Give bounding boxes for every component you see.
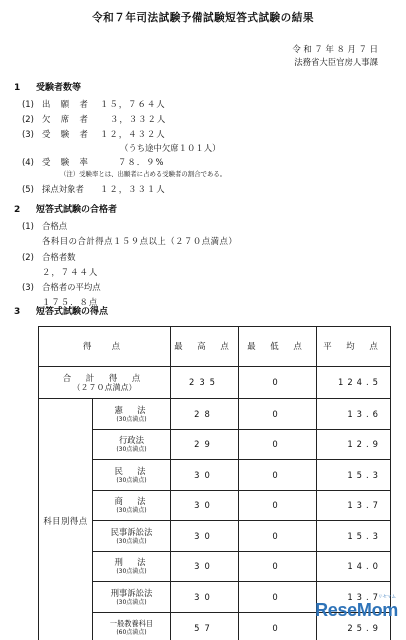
section1-footnote: （注）受験率とは、出願者に占める受験者の割合である。 [60, 170, 227, 178]
subject-max-score: (30点満点) [116, 507, 147, 515]
table-row [39, 399, 391, 430]
subject-max-score: (30点満点) [116, 476, 147, 484]
subject-max-score: (60点満点) [116, 629, 147, 637]
subject-cell [93, 399, 171, 430]
subject-name: 民事訴訟法 [110, 526, 153, 537]
subject-name: 民 法 [114, 465, 149, 476]
item-label: 合格点 [42, 221, 68, 231]
subject-max-score: (30点満点) [116, 537, 147, 545]
item-number: (3) [22, 129, 34, 139]
subject-max-score: (30点満点) [116, 568, 147, 576]
section1-title: 受験者数等 [36, 83, 82, 93]
total-max: 235 [171, 367, 239, 399]
section3-number: 3 [14, 307, 21, 317]
section1-heading [14, 83, 81, 94]
section3-title: 短答式試験の得点 [36, 307, 109, 317]
item-value: １５，７６４人 [100, 99, 166, 109]
total-avg: 124.5 [317, 367, 391, 399]
subject-min: 0 [239, 582, 317, 613]
section1-item [22, 184, 166, 194]
item-value: ３，３３２人 [110, 114, 167, 124]
subject-name: 行政法 [118, 435, 145, 446]
subject-cell [93, 460, 171, 491]
item-number: (1) [22, 221, 34, 231]
subject-avg: 12.9 [317, 429, 391, 460]
item-label: 受 験 率 [42, 157, 89, 167]
header-max: 最 高 点 [171, 327, 239, 367]
subject-avg: 13.7 [317, 490, 391, 521]
subject-cell [93, 551, 171, 582]
subject-avg: 25.9 [317, 612, 391, 640]
subject-avg: 14.0 [317, 551, 391, 582]
document-date: 令 和 ７ 年 ８ 月 ７ 日 [292, 44, 378, 54]
item-label: 欠 席 者 [42, 114, 89, 124]
item-label: 合格者の平均点 [42, 282, 101, 292]
section2-item [22, 282, 101, 292]
table-header-row [39, 327, 391, 367]
subject-avg: 13.7 [317, 582, 391, 613]
item-value: １２，４３２人 [100, 129, 166, 139]
item-number: (4) [22, 157, 34, 167]
subject-max: 30 [171, 490, 239, 521]
subject-name: 商 法 [114, 496, 149, 507]
subject-min: 0 [239, 521, 317, 552]
subject-cell [93, 582, 171, 613]
subject-max: 29 [171, 429, 239, 460]
item-label: 採点対象者 [42, 184, 84, 194]
section2-number: 2 [14, 205, 21, 215]
header-avg: 平 均 点 [317, 327, 391, 367]
subject-cell [93, 612, 171, 640]
section1-item [22, 99, 166, 109]
item-label: 受 験 者 [42, 129, 89, 139]
resemom-logo: ReseMom [315, 600, 398, 620]
subject-name: 刑 法 [114, 557, 149, 568]
subject-avg: 15.3 [317, 521, 391, 552]
section1-note: （うち途中欠席１０１人） [120, 143, 221, 153]
subject-min: 0 [239, 399, 317, 430]
subject-max-score: (30点満点) [116, 415, 147, 423]
item-number: (1) [22, 99, 34, 109]
section2-item [22, 252, 76, 262]
table-row-total [39, 367, 391, 399]
item-number: (5) [22, 184, 34, 194]
subject-max-score: (30点満点) [116, 598, 147, 606]
passers-average-value: １７５．８点 [42, 297, 99, 307]
subject-min: 0 [239, 429, 317, 460]
subject-min: 0 [239, 460, 317, 491]
section2-item [22, 221, 67, 231]
subject-max: 57 [171, 612, 239, 640]
subject-avg: 15.3 [317, 460, 391, 491]
item-label: 合格者数 [42, 252, 76, 262]
item-number: (2) [22, 114, 34, 124]
subject-name: 刑事訴訟法 [110, 587, 153, 598]
score-table [38, 326, 391, 640]
header-min: 最 低 点 [239, 327, 317, 367]
subject-cell [93, 429, 171, 460]
item-value: １２，３３１人 [100, 184, 166, 194]
total-min: 0 [239, 367, 317, 399]
section1-item [22, 129, 166, 139]
subject-name: 憲 法 [114, 404, 149, 415]
header-score: 得 点 [39, 327, 171, 367]
section3-heading [14, 307, 108, 318]
section2-heading [14, 205, 117, 216]
subject-min: 0 [239, 612, 317, 640]
subject-max: 28 [171, 399, 239, 430]
section1-item [22, 114, 166, 124]
subject-cell [93, 490, 171, 521]
item-number: (2) [22, 252, 34, 262]
total-sub: （２７０点満点） [72, 382, 137, 392]
passing-score-value: 各科目の合計得点１５９点以上（２７０点満点） [42, 236, 238, 246]
section1-number: 1 [14, 83, 21, 93]
item-number: (3) [22, 282, 34, 292]
document-title: 令和７年司法試験予備試験短答式試験の結果 [92, 12, 314, 24]
subject-max: 30 [171, 460, 239, 491]
passers-count-value: ２，７４４人 [42, 267, 99, 277]
item-label: 出 願 者 [42, 99, 89, 109]
subject-max: 30 [171, 521, 239, 552]
subject-max: 30 [171, 551, 239, 582]
item-value: ７８．９% [118, 157, 165, 167]
subject-max-score: (30点満点) [116, 446, 147, 454]
subject-min: 0 [239, 490, 317, 521]
section2-title: 短答式試験の合格者 [36, 205, 118, 215]
section1-item [22, 157, 164, 167]
document-issuer: 法務省大臣官房人事課 [294, 57, 378, 67]
total-label: 合 計 得 点 [62, 372, 147, 383]
subject-group-label: 科目別得点 [39, 399, 93, 640]
subject-max: 30 [171, 582, 239, 613]
subject-avg: 13.6 [317, 399, 391, 430]
total-label-cell [39, 367, 171, 399]
subject-name: 一般教養科目 [109, 618, 154, 628]
subject-cell [93, 521, 171, 552]
watermark-kana: リセマム [378, 595, 396, 600]
subject-min: 0 [239, 551, 317, 582]
